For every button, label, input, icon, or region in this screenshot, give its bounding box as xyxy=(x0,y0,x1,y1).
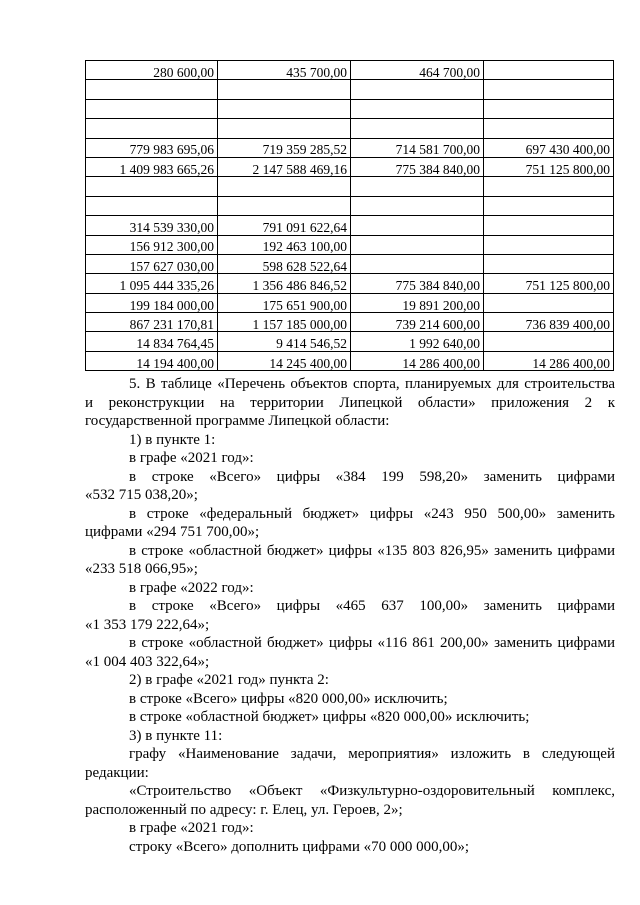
table-row xyxy=(86,177,614,196)
table-row xyxy=(86,216,614,235)
task-name-column-line-1: графу «Наименование задачи, мероприятия» изложить в следующей xyxy=(129,746,615,762)
table-cell: 156 912 300,00 xyxy=(86,235,218,254)
table-cell: 779 983 695,06 xyxy=(86,138,218,157)
table-cell: 1 157 185 000,00 xyxy=(218,313,351,332)
table-row xyxy=(86,254,614,273)
table-cell xyxy=(351,254,484,273)
task-name-column-line-2: редакции: xyxy=(85,764,149,781)
item-2-regional-exclusion: в строке «областной бюджет» цифры «820 000,00» исключить; xyxy=(129,709,530,725)
regional-budget-2022-change-line-2: «1 004 403 322,64»; xyxy=(85,653,210,670)
column-2022-heading: в графе «2022 год»: xyxy=(129,579,254,596)
federal-budget-change-line-1: в строке «федеральный бюджет» цифры «243 950 500,00» заменить xyxy=(129,505,615,522)
table-cell: 751 125 800,00 xyxy=(484,157,614,176)
table-cell xyxy=(351,80,484,99)
construction-object-line-2: расположенный по адресу: г. Елец, ул. Героев, 2»; xyxy=(85,801,403,818)
table-cell: 14 194 400,00 xyxy=(86,351,218,370)
total-row-change-line-1: в строке «Всего» цифры «384 199 598,20» заменить цифрами xyxy=(129,468,615,485)
table-cell: 751 125 800,00 xyxy=(484,274,614,293)
table-cell xyxy=(484,61,614,80)
table-cell: 714 581 700,00 xyxy=(351,138,484,157)
regional-budget-2022-change-line-1: в строке «областной бюджет» цифры «116 861 200,00» заменить цифрами xyxy=(129,635,615,651)
table-row xyxy=(86,119,614,138)
table-cell: 1 356 486 846,52 xyxy=(218,274,351,293)
table-cell: 14 245 400,00 xyxy=(218,351,351,370)
table-cell: 19 891 200,00 xyxy=(351,293,484,312)
table-cell xyxy=(218,196,351,215)
paragraph-5-line-1: 5. В таблице «Перечень объектов спорта, планируемых для строительства xyxy=(129,376,615,392)
amendment-text xyxy=(85,375,615,856)
table-cell: 598 628 522,64 xyxy=(218,254,351,273)
regional-budget-change-line-1: в строке «областной бюджет» цифры «135 803 826,95» заменить цифрами xyxy=(129,542,615,559)
paragraph-5-line-3: государственной программе Липецкой области: xyxy=(85,413,390,429)
table-row xyxy=(86,196,614,215)
table-cell: 435 700,00 xyxy=(218,61,351,80)
table-cell: 464 700,00 xyxy=(351,61,484,80)
total-row-2022-change-line-1: в строке «Всего» цифры «465 637 100,00» заменить цифрами xyxy=(129,598,615,614)
table-cell xyxy=(484,216,614,235)
table-row xyxy=(86,332,614,351)
column-2021-heading: в графе «2021 год»: xyxy=(129,450,254,466)
table-cell: 867 231 170,81 xyxy=(86,313,218,332)
table-cell: 14 834 764,45 xyxy=(86,332,218,351)
table-cell xyxy=(86,196,218,215)
table-cell: 14 286 400,00 xyxy=(484,351,614,370)
table-cell xyxy=(86,80,218,99)
table-row xyxy=(86,313,614,332)
table-row xyxy=(86,99,614,118)
total-row-change-line-2: «532 715 038,20»; xyxy=(85,487,198,503)
table-cell: 791 091 622,64 xyxy=(218,216,351,235)
table-row xyxy=(86,157,614,176)
item-2-total-exclusion: в строке «Всего» цифры «820 000,00» исключить; xyxy=(129,690,448,707)
table-cell xyxy=(484,177,614,196)
table-cell xyxy=(86,177,218,196)
federal-budget-change-line-2: цифрами «294 751 700,00»; xyxy=(85,524,260,540)
table-cell xyxy=(218,177,351,196)
regional-budget-change-line-2: «233 518 066,95»; xyxy=(85,561,198,577)
table-cell xyxy=(484,196,614,215)
table-cell xyxy=(86,99,218,118)
table-cell xyxy=(218,80,351,99)
table-cell: 1 409 983 665,26 xyxy=(86,157,218,176)
table-cell: 775 384 840,00 xyxy=(351,274,484,293)
table-cell xyxy=(484,119,614,138)
table-cell xyxy=(351,235,484,254)
table-cell xyxy=(484,293,614,312)
table-cell xyxy=(484,332,614,351)
table-cell: 14 286 400,00 xyxy=(351,351,484,370)
table-cell xyxy=(218,119,351,138)
table-cell: 1 095 444 335,26 xyxy=(86,274,218,293)
table-cell: 719 359 285,52 xyxy=(218,138,351,157)
table-cell xyxy=(484,254,614,273)
item-1-heading: 1) в пункте 1: xyxy=(129,431,216,448)
table-row xyxy=(86,274,614,293)
table-cell xyxy=(86,119,218,138)
table-row xyxy=(86,80,614,99)
table-cell: 192 463 100,00 xyxy=(218,235,351,254)
table-row xyxy=(86,351,614,370)
construction-object-line-1: «Строительство «Объект «Физкультурно-оздоровительный комплекс, xyxy=(129,783,615,799)
table-cell xyxy=(484,80,614,99)
item-11-total-addition: строку «Всего» дополнить цифрами «70 000 000,00»; xyxy=(129,838,470,855)
table-cell: 2 147 588 469,16 xyxy=(218,157,351,176)
paragraph-5-line-2: и реконструкции на территории Липецкой области» приложения 2 к xyxy=(85,394,615,411)
table-cell: 199 184 000,00 xyxy=(86,293,218,312)
table-cell xyxy=(218,99,351,118)
item-11-column-2021-heading: в графе «2021 год»: xyxy=(129,820,254,836)
table-cell: 280 600,00 xyxy=(86,61,218,80)
table-cell: 739 214 600,00 xyxy=(351,313,484,332)
item-11-heading: 3) в пункте 11: xyxy=(129,727,223,744)
table-cell xyxy=(351,196,484,215)
table-cell: 775 384 840,00 xyxy=(351,157,484,176)
table-cell xyxy=(351,177,484,196)
table-cell: 314 539 330,00 xyxy=(86,216,218,235)
table-cell: 697 430 400,00 xyxy=(484,138,614,157)
table-cell: 175 651 900,00 xyxy=(218,293,351,312)
item-2-heading: 2) в графе «2021 год» пункта 2: xyxy=(129,672,329,688)
table-cell xyxy=(484,235,614,254)
total-row-2022-change-line-2: «1 353 179 222,64»; xyxy=(85,616,210,633)
table-cell: 1 992 640,00 xyxy=(351,332,484,351)
table-cell: 9 414 546,52 xyxy=(218,332,351,351)
table-cell xyxy=(351,216,484,235)
table-row xyxy=(86,138,614,157)
table-row xyxy=(86,61,614,80)
table-cell: 736 839 400,00 xyxy=(484,313,614,332)
table-cell xyxy=(351,99,484,118)
budget-table xyxy=(85,60,614,371)
table-cell xyxy=(484,99,614,118)
table-row xyxy=(86,293,614,312)
table-cell xyxy=(351,119,484,138)
table-row xyxy=(86,235,614,254)
table-cell: 157 627 030,00 xyxy=(86,254,218,273)
